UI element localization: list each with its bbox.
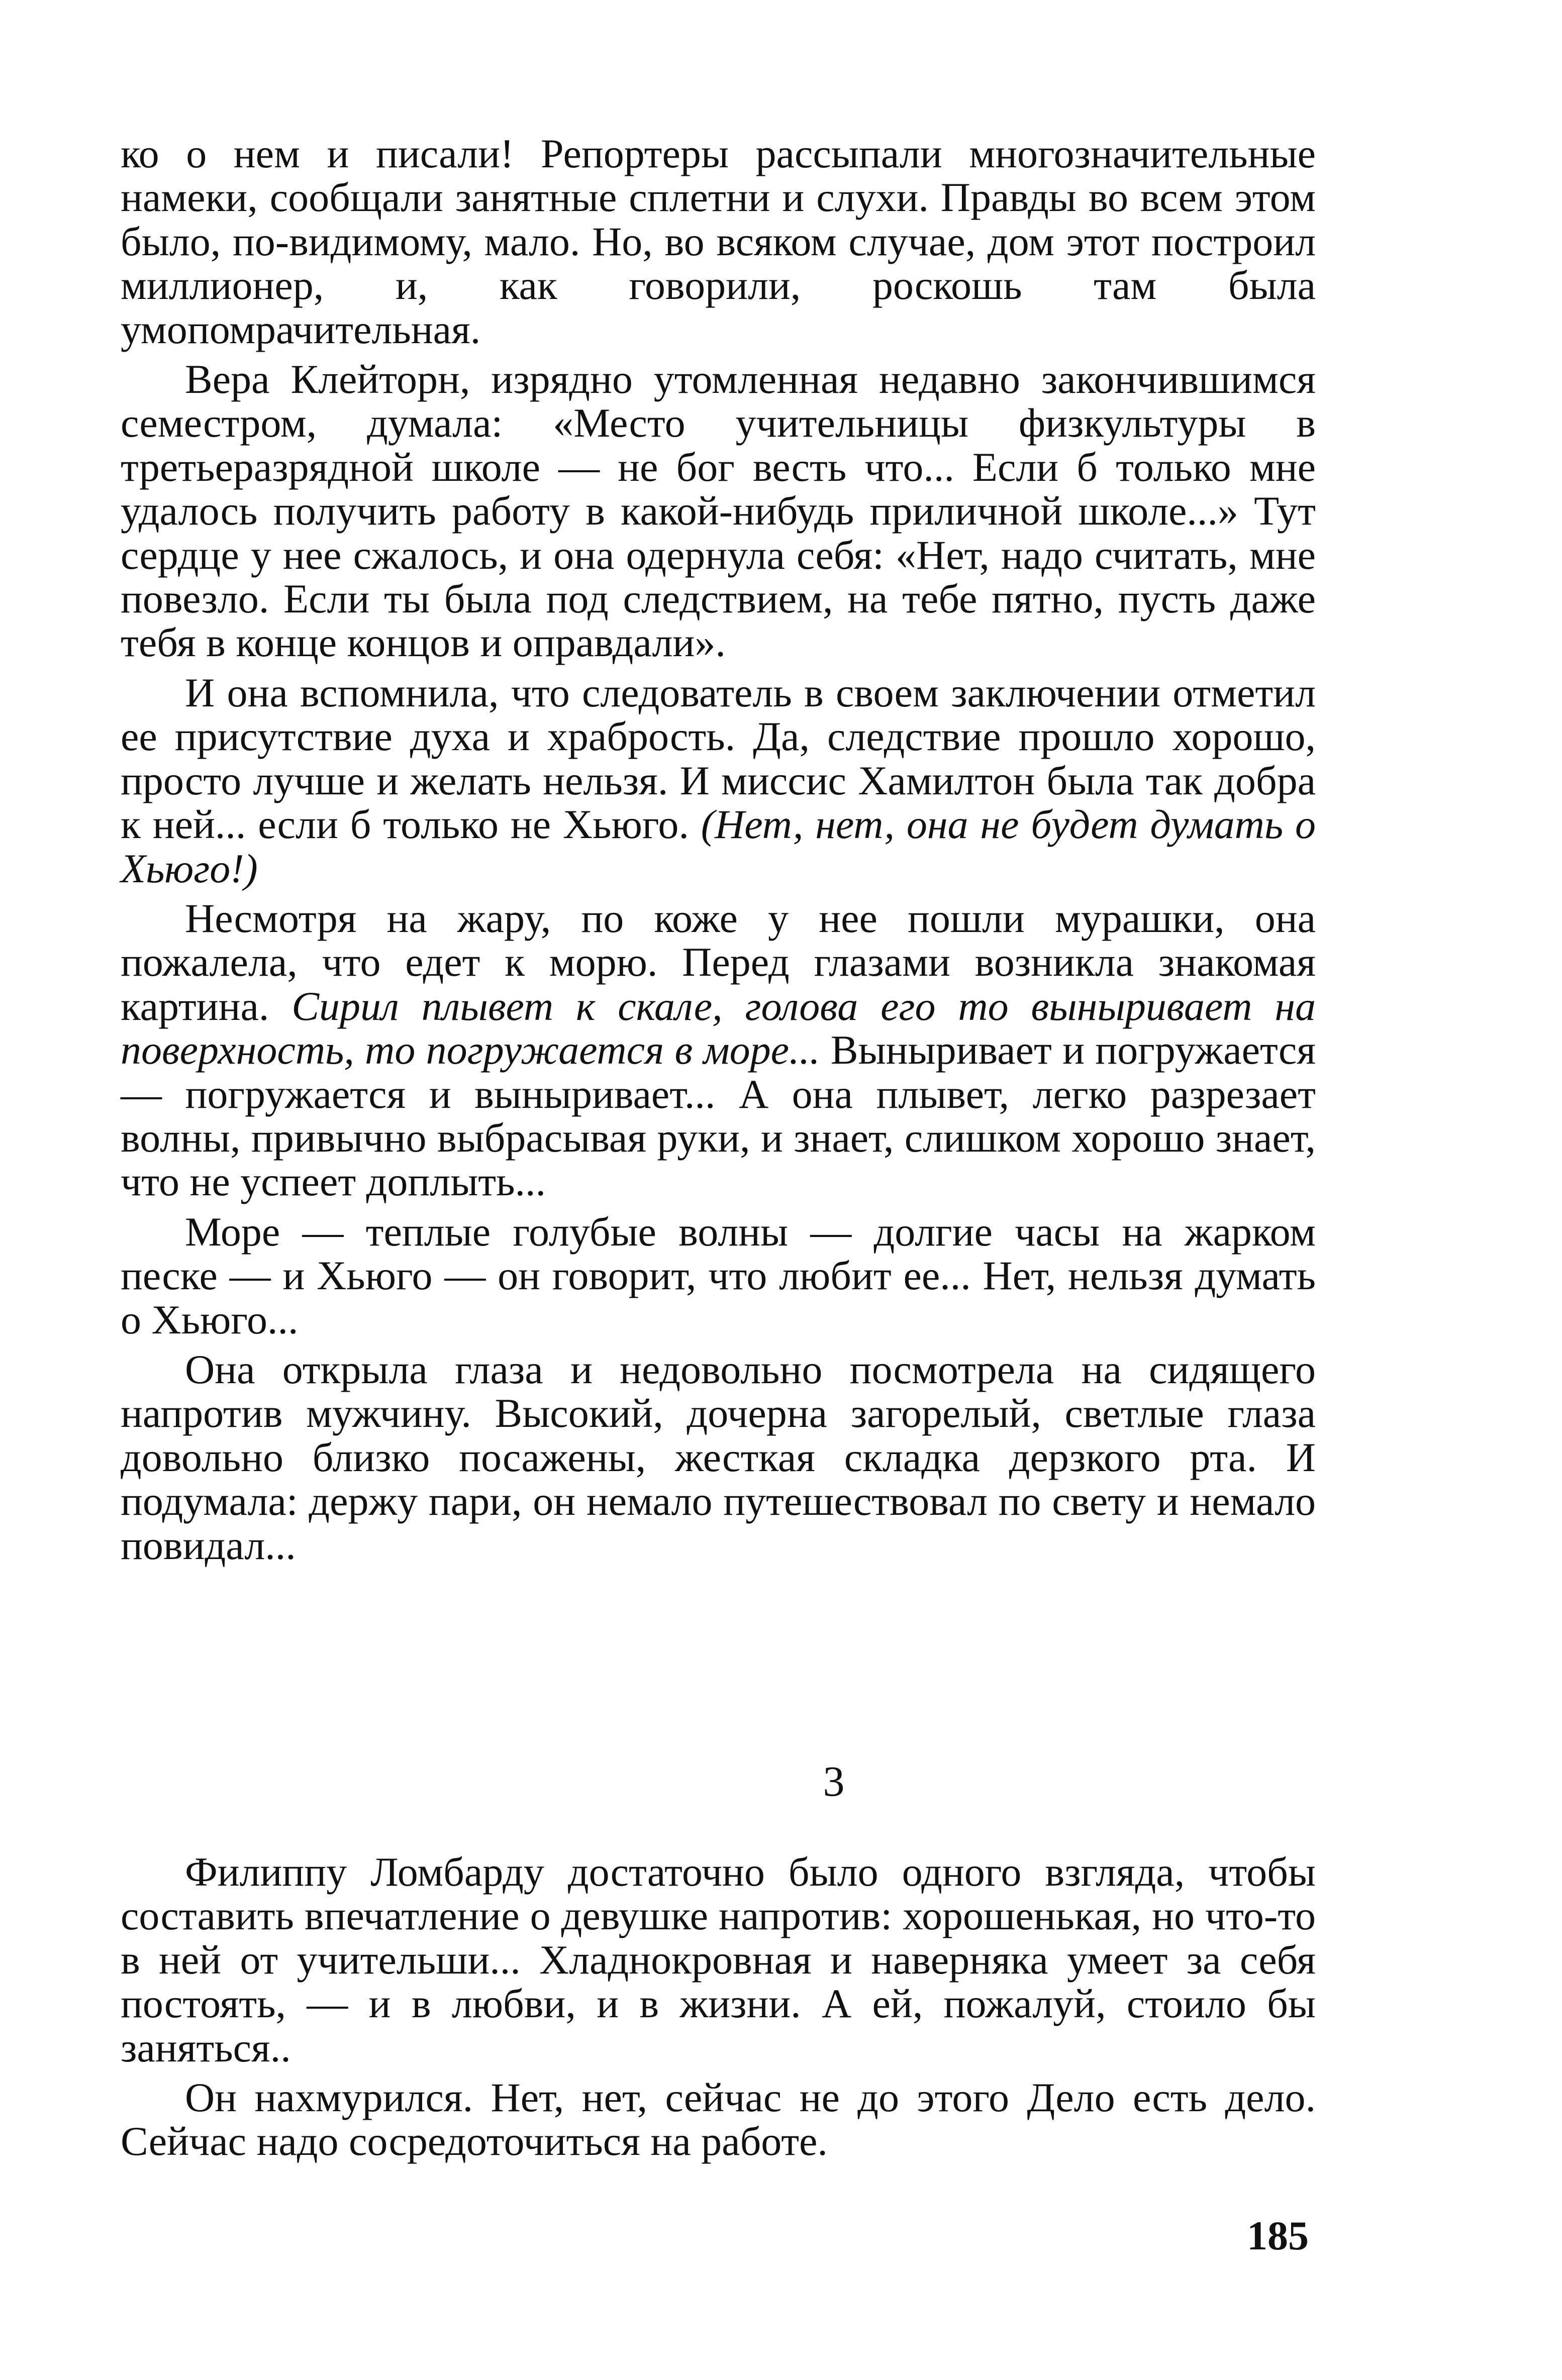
paragraph-italic-text: Сирил плывет к скале, голова его то выныривает на поверхность, то погружается в море... [121,983,1316,1073]
chapter-number: 3 [823,1757,845,1805]
paragraph: Море — теплые голубые волны — долгие часы на жарком песке — и Хьюго — он говорит, что любит ее... Нет, нельзя думать о Хьюго... [121,1208,1316,1342]
text-block-bottom [121,1850,1316,2163]
paragraph: Он нахмурился. Нет, нет, сейчас не до этого Дело есть дело. Сейчас надо сосредоточиться на работе. [121,2075,1316,2164]
paragraph-text: И она вспомнила, что следователь в своем заключении отметил ее присутствие духа и храбрость. Да, следствие прошло хорошо, просто лучше и желать нельзя. И миссис Хамилтон была так добра к ней... если б только не Хьюго. [121,669,1316,848]
paragraph: Вера Клейторн, изрядно утомленная недавно закончившимся семестром, думала: «Место учительницы физкультуры в третьеразрядной школе — не бог весть что... Если б только мне удалось получить работу в какой-нибудь приличной школе...» Тут сердце у нее сжалось, и она одернула себя: «Нет, надо считать, мне повезло. Если ты была под следствием, на тебе пятно, пусть даже тебя в конце концов и оправдали». [121,356,1316,666]
paragraph [121,671,1316,890]
paragraph-italic-text: (Нет, нет, она не будет думать о Хьюго!) [121,801,1316,891]
text-block-top [121,132,1316,1567]
paragraph: Она открыла глаза и недовольно посмотрела на сидящего напротив мужчину. Высокий, дочерна загорелый, светлые глаза довольно близко посажены, жесткая складка дерзкого рта. И подумала: держу пари, он немало путешествовал по свету и немало повидал... [121,1346,1316,1568]
paragraph-text: Несмотря на жару, по коже у нее пошли мурашки, она пожалела, что едет к морю. Перед глазами возникла знакомая картина. [121,895,1316,1029]
paragraph: ко о нем и писали! Репортеры рассыпали многозначительные намеки, сообщали занятные сплетни и слухи. Правды во всем этом было, по-видимому, мало. Но, во всяком случае, дом этот построил миллионер, и, как говорили, роскошь там была умопомрачительная. [121,131,1316,352]
paragraph [121,896,1316,1204]
paragraph: Филиппу Ломбарду достаточно было одного взгляда, чтобы составить впечатление о девушке напротив: хорошенькая, но что-то в ней от учительши... Хладнокровная и наверняка умеет за себя постоять, — и в любви, и в жизни. А ей, пожалуй, стоило бы заняться.. [121,1849,1316,2071]
paragraph-text: Выныривает и погружается — погружается и выныривает... А она плывет, легко разрезает волны, привычно выбрасывая руки, и знает, слишком хорошо знает, что не успеет доплыть... [121,1027,1316,1205]
page-number: 185 [1247,2213,1309,2258]
